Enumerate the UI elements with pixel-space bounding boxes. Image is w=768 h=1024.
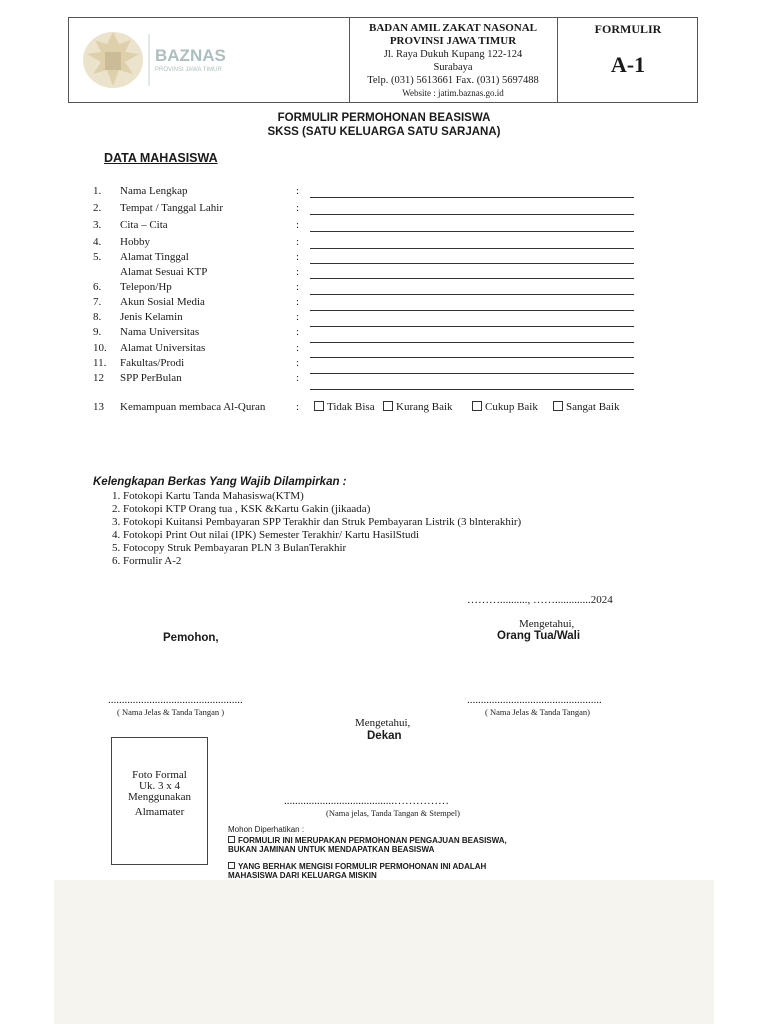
field-colon: : bbox=[296, 372, 300, 384]
field-colon: : bbox=[296, 236, 300, 248]
checkbox-icon bbox=[228, 836, 235, 843]
paper-background bbox=[54, 880, 714, 1024]
logo-subtext: PROVINSI JAWA TIMUR bbox=[155, 67, 222, 73]
field-label: Nama Lengkap bbox=[120, 185, 188, 197]
field-label: Tempat / Tanggal Lahir bbox=[120, 202, 224, 214]
option-sangat-baik[interactable] bbox=[553, 401, 619, 413]
checkbox-icon[interactable] bbox=[472, 401, 482, 411]
dean-signature-line[interactable]: ........................................…………… bbox=[284, 795, 449, 807]
org-city: Surabaya bbox=[433, 62, 473, 73]
parent-label: Orang Tua/Wali bbox=[497, 630, 581, 642]
field-label: SPP PerBulan bbox=[120, 372, 182, 384]
org-phone: Telp. (031) 5613661 Fax. (031) 5697488 bbox=[367, 75, 539, 86]
faculty-input-line[interactable] bbox=[310, 373, 634, 374]
attachment-item: 4. Fotokopi Print Out nilai (IPK) Semester Terakhir/ Kartu HasilStudi bbox=[112, 529, 419, 541]
gender-input-line[interactable] bbox=[310, 326, 634, 327]
section-title: DATA MAHASISWA bbox=[104, 151, 218, 165]
photo-text-line: Menggunakan bbox=[128, 791, 191, 803]
organization-info bbox=[351, 22, 555, 100]
address-input-line[interactable] bbox=[310, 263, 634, 264]
option-label: Kurang Baik bbox=[396, 401, 453, 413]
field-number: 10. bbox=[93, 342, 107, 354]
field-number: 6. bbox=[93, 281, 102, 293]
field-colon: : bbox=[296, 185, 300, 197]
field-colon: : bbox=[296, 266, 300, 278]
photo-text-line: Almamater bbox=[134, 806, 185, 818]
field-colon: : bbox=[296, 219, 300, 231]
logo-text: BAZNAS bbox=[155, 46, 226, 65]
photo-instructions bbox=[112, 770, 207, 818]
field-colon: : bbox=[296, 357, 300, 369]
baznas-logo bbox=[75, 24, 235, 96]
applicant-name-caption: ( Nama Jelas & Tanda Tangan ) bbox=[117, 707, 225, 717]
org-name: BADAN AMIL ZAKAT NASONAL bbox=[369, 22, 537, 34]
social-media-input-line[interactable] bbox=[310, 310, 634, 311]
field-label: Jenis Kelamin bbox=[120, 311, 183, 323]
attachment-item: 3. Fotokopi Kuitansi Pembayaran SPP Terakhir dan Struk Pembayaran Listrik (3 blnterakhir) bbox=[112, 516, 522, 528]
checkbox-icon[interactable] bbox=[553, 401, 563, 411]
hobby-input-line[interactable] bbox=[310, 248, 634, 249]
org-province: PROVINSI JAWA TIMUR bbox=[389, 35, 517, 47]
field-colon: : bbox=[296, 311, 300, 323]
parent-name-caption: ( Nama Jelas & Tanda Tangan) bbox=[485, 707, 590, 717]
field-number: 4. bbox=[93, 236, 102, 248]
field-label: Alamat Sesuai KTP bbox=[120, 266, 208, 278]
field-number: 13 bbox=[93, 401, 104, 413]
university-address-input-line[interactable] bbox=[310, 357, 634, 358]
field-label: Akun Sosial Media bbox=[120, 296, 205, 308]
dean-name-caption: (Nama jelas, Tanda Tangan & Stempel) bbox=[326, 808, 460, 818]
birth-input-line[interactable] bbox=[310, 214, 634, 215]
field-number: 3. bbox=[93, 219, 102, 231]
field-number: 11. bbox=[93, 357, 107, 369]
header-divider bbox=[557, 18, 558, 102]
org-website: Website : jatim.baznas.go.id bbox=[402, 88, 504, 98]
note-text: YANG BERHAK MENGISI FORMULIR PERMOHONAN INI ADALAH MAHASISWA DARI KELUARGA MISKIN bbox=[228, 862, 487, 880]
header-box bbox=[68, 17, 698, 103]
attachment-item: 1. Fotokopi Kartu Tanda Mahasiswa(KTM) bbox=[112, 490, 304, 502]
field-colon: : bbox=[296, 326, 300, 338]
field-colon: : bbox=[296, 401, 300, 413]
field-label: Kemampuan membaca Al-Quran bbox=[120, 401, 266, 413]
field-number: 2. bbox=[93, 202, 102, 214]
photo-box[interactable] bbox=[111, 737, 208, 865]
field-number: 1. bbox=[93, 185, 102, 197]
quran-ability-field bbox=[93, 401, 265, 413]
dean-label: Dekan bbox=[367, 730, 402, 742]
knowing-label: Mengetahui, bbox=[519, 618, 575, 630]
field-colon: : bbox=[296, 296, 300, 308]
form-code: A-1 bbox=[610, 52, 646, 77]
note-item bbox=[228, 862, 518, 880]
field-number: 12 bbox=[93, 372, 104, 384]
option-cukup-baik[interactable] bbox=[472, 401, 538, 413]
option-tidak-bisa[interactable] bbox=[314, 401, 375, 413]
form-title: FORMULIR PERMOHONAN BEASISWA bbox=[277, 112, 491, 124]
checkbox-icon[interactable] bbox=[383, 401, 393, 411]
ktp-address-input-line[interactable] bbox=[310, 278, 634, 279]
photo-text-line: Foto Formal bbox=[132, 769, 187, 781]
form-subtitle: SKSS (SATU KELUARGA SATU SARJANA) bbox=[267, 126, 501, 138]
knowing-label: Mengetahui, bbox=[355, 717, 411, 729]
note-text: FORMULIR INI MERUPAKAN PERMOHONAN PENGAJUAN BEASISWA, BUKAN JAMINAN UNTUK MENDAPATKAN BEASISWA bbox=[228, 836, 507, 854]
field-number: 9. bbox=[93, 326, 102, 338]
field-colon: : bbox=[296, 251, 300, 263]
field-colon: : bbox=[296, 281, 300, 293]
field-label: Alamat Tinggal bbox=[120, 251, 189, 263]
field-colon: : bbox=[296, 202, 300, 214]
note-item bbox=[228, 836, 518, 854]
full-name-input-line[interactable] bbox=[310, 197, 634, 198]
field-colon: : bbox=[296, 342, 300, 354]
field-label: Cita – Cita bbox=[120, 219, 168, 231]
field-label: Telepon/Hp bbox=[120, 281, 172, 293]
applicant-signature-line[interactable]: ................................................. bbox=[108, 694, 243, 706]
phone-input-line[interactable] bbox=[310, 294, 634, 295]
field-label: Hobby bbox=[120, 236, 150, 248]
field-label: Fakultas/Prodi bbox=[120, 357, 185, 369]
field-number: 5. bbox=[93, 251, 102, 263]
option-kurang-baik[interactable] bbox=[383, 401, 453, 413]
attachments-title: Kelengkapan Berkas Yang Wajib Dilampirkan : bbox=[93, 476, 347, 488]
date-line[interactable]: ……….........., …….............2024 bbox=[467, 594, 613, 606]
field-label: Nama Universitas bbox=[120, 326, 200, 338]
checkbox-icon bbox=[228, 862, 235, 869]
notes-title: Mohon Diperhatikan : bbox=[228, 825, 305, 834]
field-number: 8. bbox=[93, 311, 102, 323]
applicant-label: Pemohon, bbox=[163, 632, 219, 644]
checkbox-icon[interactable] bbox=[314, 401, 324, 411]
field-label: Alamat Universitas bbox=[120, 342, 206, 354]
tuition-input-line[interactable] bbox=[310, 389, 634, 390]
option-label: Sangat Baik bbox=[566, 401, 620, 413]
attachment-item: 2. Fotokopi KTP Orang tua , KSK &Kartu Gakin (jikaada) bbox=[112, 503, 371, 515]
attachment-item: 6. Formulir A-2 bbox=[112, 555, 182, 567]
option-label: Tidak Bisa bbox=[327, 401, 375, 413]
photo-text-line: Uk. 3 x 4 bbox=[139, 780, 180, 792]
field-number: 7. bbox=[93, 296, 102, 308]
org-address: Jl. Raya Dukuh Kupang 122-124 bbox=[383, 49, 523, 60]
header-divider bbox=[349, 18, 350, 102]
attachment-item: 5. Fotocopy Struk Pembayaran PLN 3 BulanTerakhir bbox=[112, 542, 347, 554]
parent-signature-line[interactable]: ................................................. bbox=[467, 694, 602, 706]
form-label: FORMULIR bbox=[594, 22, 662, 36]
aspiration-input-line[interactable] bbox=[310, 231, 634, 232]
option-label: Cukup Baik bbox=[485, 401, 538, 413]
university-input-line[interactable] bbox=[310, 342, 634, 343]
